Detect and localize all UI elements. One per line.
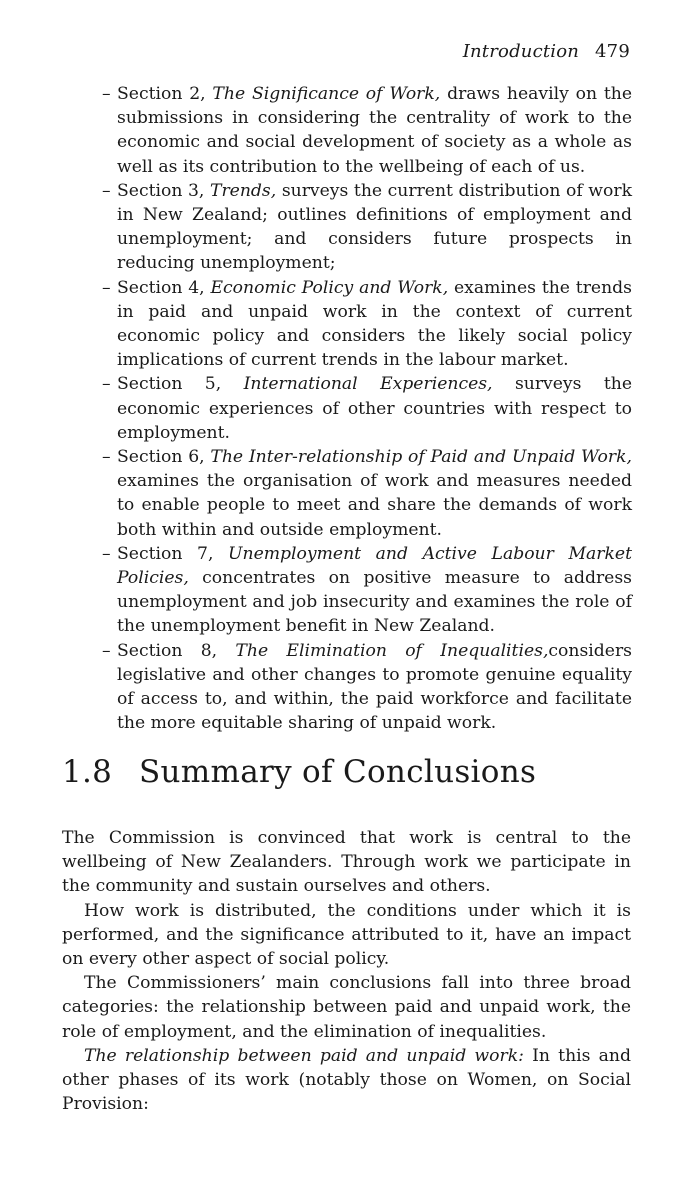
list-item-section-3	[102, 179, 632, 276]
list-item-prefix: Section 8,	[117, 640, 236, 661]
dash-marker: –	[102, 374, 111, 395]
list-item-prefix: Section 4,	[117, 277, 211, 298]
list-item-section-7	[102, 542, 633, 639]
list-item-prefix: Section 5,	[117, 374, 244, 395]
list-item-text: considers legislative and other changes to promote genuine equality of access to, and within, the paid workforce and facilitate the more equitable sharing of unpaid work.	[117, 640, 632, 734]
section-heading	[62, 752, 536, 792]
list-item-section-5	[102, 372, 633, 445]
running-head-title: Introduction	[462, 41, 580, 62]
body-paragraph	[62, 899, 631, 972]
list-item-section-6	[102, 445, 632, 542]
paragraph-text: In this and other phases of its work (notably those on Women, on Social Provision:	[62, 1045, 631, 1115]
paragraph-text: The Commission is convinced that work is central to the wellbeing of New Zealanders. Through work we participate in the community and sustain ourselves and others.	[62, 828, 631, 897]
dash-marker: –	[102, 277, 111, 298]
section-title: Summary of Conclusions	[139, 754, 537, 790]
section-number: 1.8	[62, 754, 113, 790]
list-item-title: The Inter-relationship of Paid and Unpaid Work,	[210, 447, 632, 468]
dash-marker: –	[102, 180, 111, 201]
list-item-section-2	[102, 82, 632, 179]
list-item-section-8	[102, 639, 632, 736]
paragraph-lead: The relationship between paid and unpaid work:	[84, 1045, 524, 1066]
body-paragraph	[62, 1044, 631, 1117]
list-item-section-4	[102, 276, 632, 373]
list-item-title: International Experiences,	[243, 374, 493, 395]
dash-marker: –	[102, 447, 111, 468]
dash-marker: –	[102, 84, 111, 104]
list-item-prefix: Section 2,	[117, 84, 213, 104]
list-item-text: surveys the current distribution of work in New Zealand; outlines definitions of employment and unemployment; and considers future prospects in reducing unemployment;	[117, 180, 632, 274]
running-head	[463, 40, 630, 64]
list-item-title: The Significance of Work,	[212, 84, 441, 104]
list-item-title: The Elimination of Inequalities,	[235, 640, 549, 661]
list-item-title: Trends,	[210, 180, 277, 201]
list-item-text: concentrates on positive measure to address unemployment and job insecurity and examines the role of the unemployment benefit in New Zealand.	[117, 568, 632, 637]
list-item-title: Economic Policy and Work,	[210, 277, 449, 298]
body-paragraph	[62, 826, 631, 899]
dash-marker: –	[102, 640, 111, 661]
list-item-text: draws heavily on the submissions in considering the centrality of work to the economic and social development of society as a whole as well as its contribution to the wellbeing of each of us.	[117, 84, 632, 177]
section-outline-list	[0, 82, 700, 735]
list-item-text: examines the organisation of work and measures needed to enable people to meet and share the demands of work both within and outside employment.	[117, 471, 632, 540]
section-body	[62, 826, 631, 1116]
list-item-text: examines the trends in paid and unpaid work in the context of current economic policy and considers the likely social policy implications of current trends in the labour market.	[117, 277, 632, 371]
page-number: 479	[595, 41, 630, 62]
body-paragraph	[62, 971, 631, 1044]
list-item-prefix: Section 6,	[117, 447, 211, 468]
list-item-text: surveys the economic experiences of other countries with respect to employment.	[117, 374, 633, 443]
paragraph-text: The Commissioners’ main conclusions fall into three broad categories: the relationship between paid and unpaid work, the role of employment, and the elimination of inequalities.	[62, 973, 631, 1042]
list-item-prefix: Section 3,	[117, 180, 210, 201]
paragraph-text: How work is distributed, the conditions under which it is performed, and the significance attributed to it, have an impact on every other aspect of social policy.	[62, 900, 631, 970]
list-item-title: Unemployment and Active Labour Market Policies,	[117, 543, 633, 589]
list-item-prefix: Section 7,	[117, 543, 229, 564]
dash-marker: –	[102, 543, 111, 564]
